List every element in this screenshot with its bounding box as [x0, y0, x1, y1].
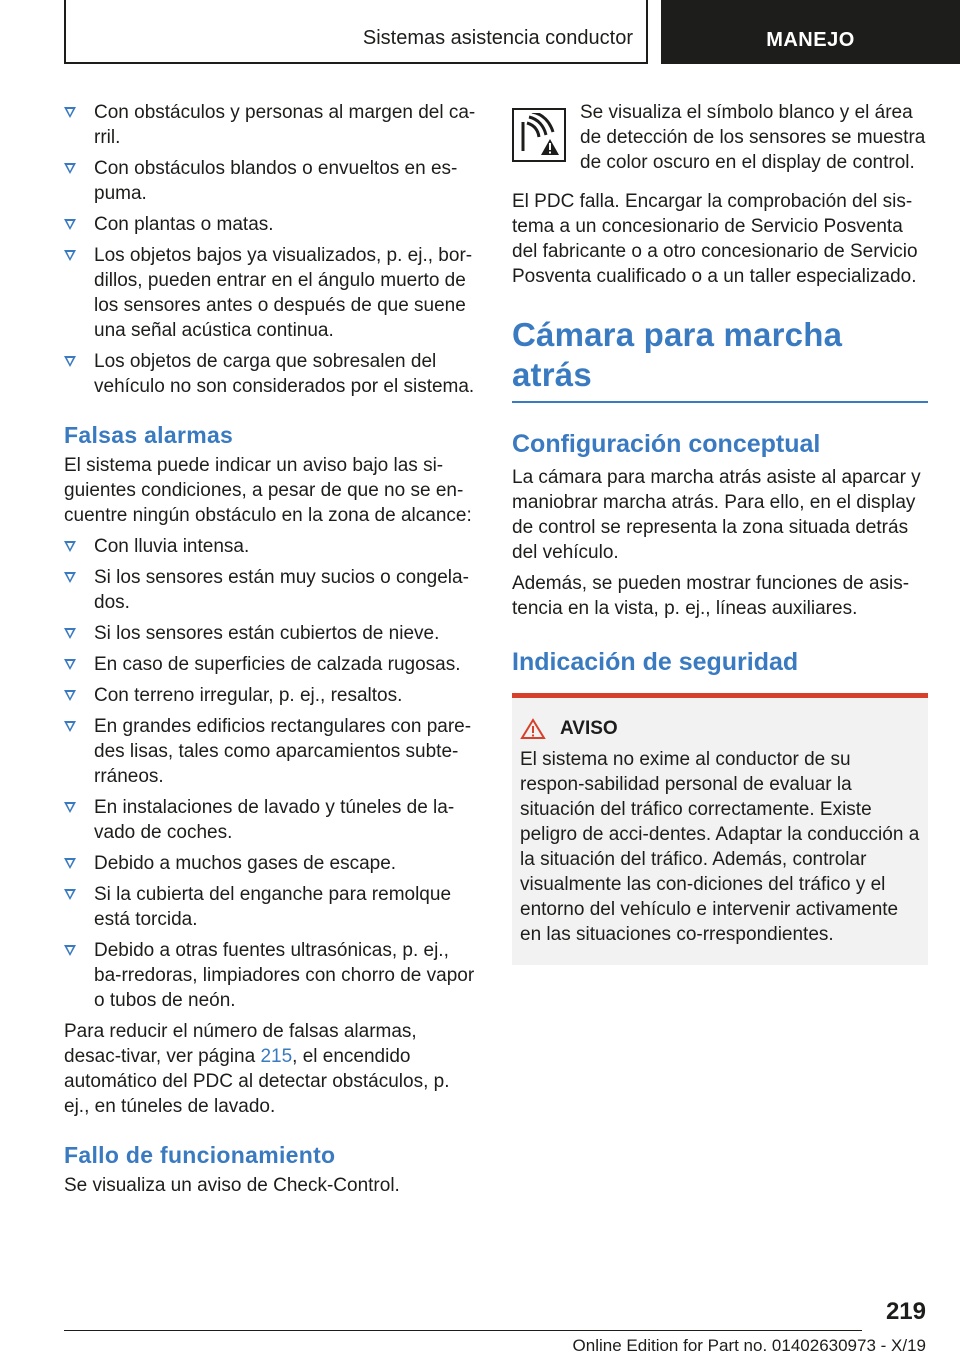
right-column	[512, 100, 928, 965]
bullet-triangle-icon	[64, 802, 76, 813]
bullet-triangle-icon	[64, 889, 76, 900]
bullet-triangle-icon	[64, 628, 76, 639]
false-alarms-list	[64, 534, 478, 1013]
concept-heading: Configuración conceptual	[512, 430, 821, 458]
warning-label: AVISO	[560, 718, 618, 739]
header-chapter-title: MANEJO	[766, 29, 855, 51]
header-chapter-tab	[661, 0, 960, 64]
header-section-tab	[64, 0, 648, 64]
left-column	[64, 100, 478, 1204]
camera-heading: Cámara para marcha atrás	[512, 315, 928, 403]
warning-title	[520, 716, 920, 741]
footer-edition: Online Edition for Part no. 01402630973 - X/19	[572, 1336, 926, 1355]
malfunction-heading: Fallo de funcionamiento	[64, 1142, 336, 1168]
bullet-triangle-icon	[64, 945, 76, 956]
list-item: Si los sensores están muy sucios o congela-dos.	[64, 565, 478, 615]
bullet-list-top	[64, 100, 478, 399]
list-item: Con obstáculos y personas al margen del ca-rril.	[64, 100, 478, 150]
list-item: En instalaciones de lavado y túneles de la-vado de coches.	[64, 795, 478, 845]
pdc-fault-icon	[512, 108, 566, 162]
list-item: En caso de superficies de calzada rugosas.	[64, 652, 478, 677]
list-item: Con obstáculos blandos o envueltos en es-puma.	[64, 156, 478, 206]
warning-box	[512, 693, 928, 965]
pdc-fault-text: El PDC falla. Encargar la comprobación del sis-tema a un concesionario de Servicio Posventa del fabricante o a otro concesionario de Servicio Posventa cualificado o a un taller especializado.	[512, 191, 918, 287]
warning-triangle-icon	[520, 718, 546, 740]
bullet-triangle-icon	[64, 858, 76, 869]
false-alarms-heading: Falsas alarmas	[64, 422, 234, 448]
list-item: Con plantas o matas.	[64, 212, 478, 237]
safety-heading: Indicación de seguridad	[512, 648, 799, 676]
false-alarms-outro: Para reducir el número de falsas alarmas, desac-tivar, ver página 215, el encendido automático del PDC al detectar obstáculos, p. ej., en túneles de lavado.	[64, 1021, 450, 1117]
list-item: Los objetos bajos ya visualizados, p. ej., bor-dillos, pueden entrar en el ángulo muerto de los sensores antes o después de que suene una señal acústica continua.	[64, 243, 478, 343]
list-item: Debido a muchos gases de escape.	[64, 851, 478, 876]
bullet-triangle-icon	[64, 107, 76, 118]
list-item: Si los sensores están cubiertos de nieve.	[64, 621, 478, 646]
false-alarms-intro: El sistema puede indicar un aviso bajo las si-guientes condiciones, a pesar de que no se en-cuentre ningún obstáculo en la zona de alcance:	[64, 455, 472, 526]
malfunction-text: Se visualiza un aviso de Check-Control.	[64, 1175, 400, 1196]
bullet-triangle-icon	[64, 219, 76, 230]
header-section-title: Sistemas asistencia conductor	[362, 27, 633, 49]
footer-divider	[64, 1330, 862, 1331]
bullet-triangle-icon	[64, 163, 76, 174]
bullet-triangle-icon	[64, 250, 76, 261]
concept-paragraph-2: Además, se pueden mostrar funciones de asis-tencia en la vista, p. ej., líneas auxiliares.	[512, 573, 910, 619]
page-number: 219	[885, 1298, 926, 1325]
bullet-triangle-icon	[64, 721, 76, 732]
list-item: Debido a otras fuentes ultrasónicas, p. ej., ba-rredoras, limpiadores con chorro de vapor o tubos de neón.	[64, 938, 478, 1013]
bullet-triangle-icon	[64, 659, 76, 670]
list-item: Con lluvia intensa.	[64, 534, 478, 559]
list-item: Con terreno irregular, p. ej., resaltos.	[64, 683, 478, 708]
page-reference-link[interactable]: 215	[260, 1046, 293, 1067]
bullet-triangle-icon	[64, 356, 76, 367]
list-item: En grandes edificios rectangulares con pare-des lisas, tales como aparcamientos subte-rráneos.	[64, 714, 478, 789]
pdc-symbol-row	[512, 100, 928, 175]
bullet-triangle-icon	[64, 541, 76, 552]
warning-text: El sistema no exime al conductor de su respon-sabilidad personal de evaluar la situación del tráfico correctamente. Existe peligro de acci-dentes. Adaptar la conducción a la situación del tráfico. Además, controlar visualmente las con-diciones del tráfico y el entorno del vehículo e intervenir activamente en las situaciones co-rrespondientes.	[520, 749, 920, 945]
pdc-symbol-text: Se visualiza el símbolo blanco y el área de detección de los sensores se muestra de color oscuro en el display de control.	[580, 102, 926, 173]
bullet-triangle-icon	[64, 572, 76, 583]
concept-paragraph-1: La cámara para marcha atrás asiste al aparcar y maniobrar marcha atrás. Para ello, en el display de control se representa la zona situada detrás del vehículo.	[512, 467, 921, 563]
bullet-triangle-icon	[64, 690, 76, 701]
list-item: Si la cubierta del enganche para remolque está torcida.	[64, 882, 478, 932]
list-item: Los objetos de carga que sobresalen del vehículo no son considerados por el sistema.	[64, 349, 478, 399]
